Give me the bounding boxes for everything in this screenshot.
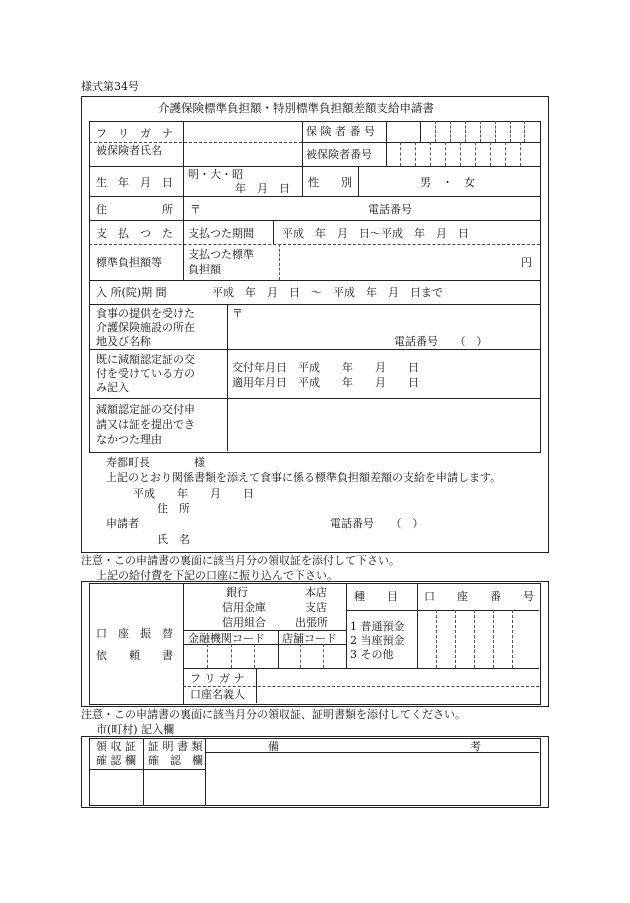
form-number: 様式第34号 [81,80,139,93]
paid-period-value[interactable]: 平成 年 月 日〜平成 年 月 日 [282,227,469,240]
facility-postal: 〒 [232,307,243,320]
note-1: 注意・この申請書の裏面に該当月分の領収証を添付して下さい。 [81,554,400,567]
applicant-address-label: 住 所 [157,502,190,515]
sex-options[interactable]: 男 ・ 女 [420,176,475,189]
postal-mark: 〒 [190,203,201,216]
facility-label-3: 地及び名称 [96,335,151,348]
address-phone-label: 電話番号 [368,203,412,216]
shuccho-label: 出張所 [295,616,328,629]
std-burden-label: 標準負担額等 [96,256,162,269]
proof-check-field[interactable] [145,771,203,802]
shiten-label: 支店 [305,601,327,614]
remarks-label-1: 備 [268,740,279,753]
proof-label-2: 確 認 欄 [148,754,203,767]
facility-label-2: 介護保険施設の所在 [96,321,195,334]
insured-number-label: 被保険者番号 [306,148,372,161]
birth-date-label: 生 年 月 日 [96,176,173,189]
facility-phone[interactable]: 電話番号 （ ） [394,335,488,348]
cert-label-2: 付を受けている方の [96,367,195,380]
receipt-label-1: 領 収 証 [96,740,136,753]
remarks-field[interactable] [207,754,537,802]
furigana-label: フ リ ガ ナ [96,127,173,140]
applicant-label: 申請者 [106,517,139,530]
paid-std-label-1: 支払つた標準 [188,248,254,261]
application-statement: 上記のとおり関係書類を添えて食事に係る標準負担額差額の支給を申請します。 [106,471,502,484]
shinkin-label: 信用金庫 [222,601,266,614]
reason-field[interactable] [230,400,536,448]
application-date[interactable]: 平成 年 月 日 [133,487,254,500]
note-2: 注意・この申請書の裏面に該当月分の領収証、証明書類を添付してください。 [81,708,466,721]
address-field[interactable] [202,199,362,218]
holder-name-label: 口座名義人 [190,688,245,701]
insured-number-field[interactable] [387,143,539,165]
city-section-label: 市(町村) 記入欄 [96,723,175,736]
insurer-number-field[interactable] [420,122,539,141]
honten-label: 本店 [305,586,327,599]
era-options[interactable]: 明・大・昭 [188,168,243,181]
applicant-name-label: 氏 名 [157,533,190,546]
paid-std-label-2: 負担額 [188,263,221,276]
insured-name-label: 被保険者氏名 [96,144,162,157]
admission-value[interactable]: 平成 年 月 日 〜 平成 年 月 日まで [212,286,443,299]
apply-date[interactable]: 適用年月日 平成 年 月 日 [232,376,419,389]
remarks-label-2: 考 [470,740,481,753]
bank-label: 銀行 [226,586,248,599]
kind-option-2[interactable]: 2 当座預金 [350,634,405,647]
account-number-label: 口 座 番 号 [424,590,534,603]
yen-unit: 円 [521,256,532,269]
birth-ymd[interactable]: 年 月 日 [235,182,290,195]
holder-name-field[interactable] [258,688,536,702]
sex-label: 性 別 [308,176,352,189]
kind-option-1[interactable]: 1 普通預金 [350,620,405,633]
paid-period-label: 支払つた期間 [188,227,254,240]
facility-label-1: 食事の提供を受けた [96,307,195,320]
proof-label-1: 証 明 書 類 [148,740,203,753]
applicant-phone[interactable]: 電話番号 （ ） [330,517,424,530]
bank-code-label: 金融機関コード [188,632,265,645]
holder-furigana-label: フ リ ガ ナ [190,672,245,685]
note-1b: 上記の給付費を下記の口座に振り込んで下さい。 [96,569,338,582]
reason-label-3: なかつた理由 [96,433,162,446]
address-label: 住 所 [96,203,173,216]
kind-option-3[interactable]: 3 その他 [350,648,394,661]
cert-label-3: み記入 [96,381,129,394]
branch-code-label: 店舗コード [282,632,337,645]
receipt-check-field[interactable] [91,771,141,802]
transfer-label-1: 口 座 振 替 [96,627,173,640]
receipt-label-2: 確 認 欄 [96,754,136,767]
insurer-number-label: 保 険 者 番 号 [306,125,375,138]
transfer-label-2: 依 頼 書 [96,649,173,662]
paid-amount-field[interactable] [282,248,518,276]
reason-label-1: 減額認定証の交付申 [96,403,195,416]
furigana-field[interactable] [186,123,300,140]
mayor-line: 寿都町長 様 [106,456,205,469]
admission-label: 入 所(院)期 間 [96,286,167,299]
issue-date[interactable]: 交付年月日 平成 年 月 日 [232,361,419,374]
paid-label: 支 払 つ た [96,227,173,240]
kind-label: 種 目 [354,590,398,603]
cert-label-1: 既に減額認定証の交 [96,353,195,366]
form-title: 介護保険標準負担額・特別標準負担額差額支給申請書 [158,101,434,115]
kumiai-label: 信用組合 [222,616,266,629]
insured-name-field[interactable] [186,145,300,164]
reason-label-2: 請又は証を提出でき [96,418,195,431]
